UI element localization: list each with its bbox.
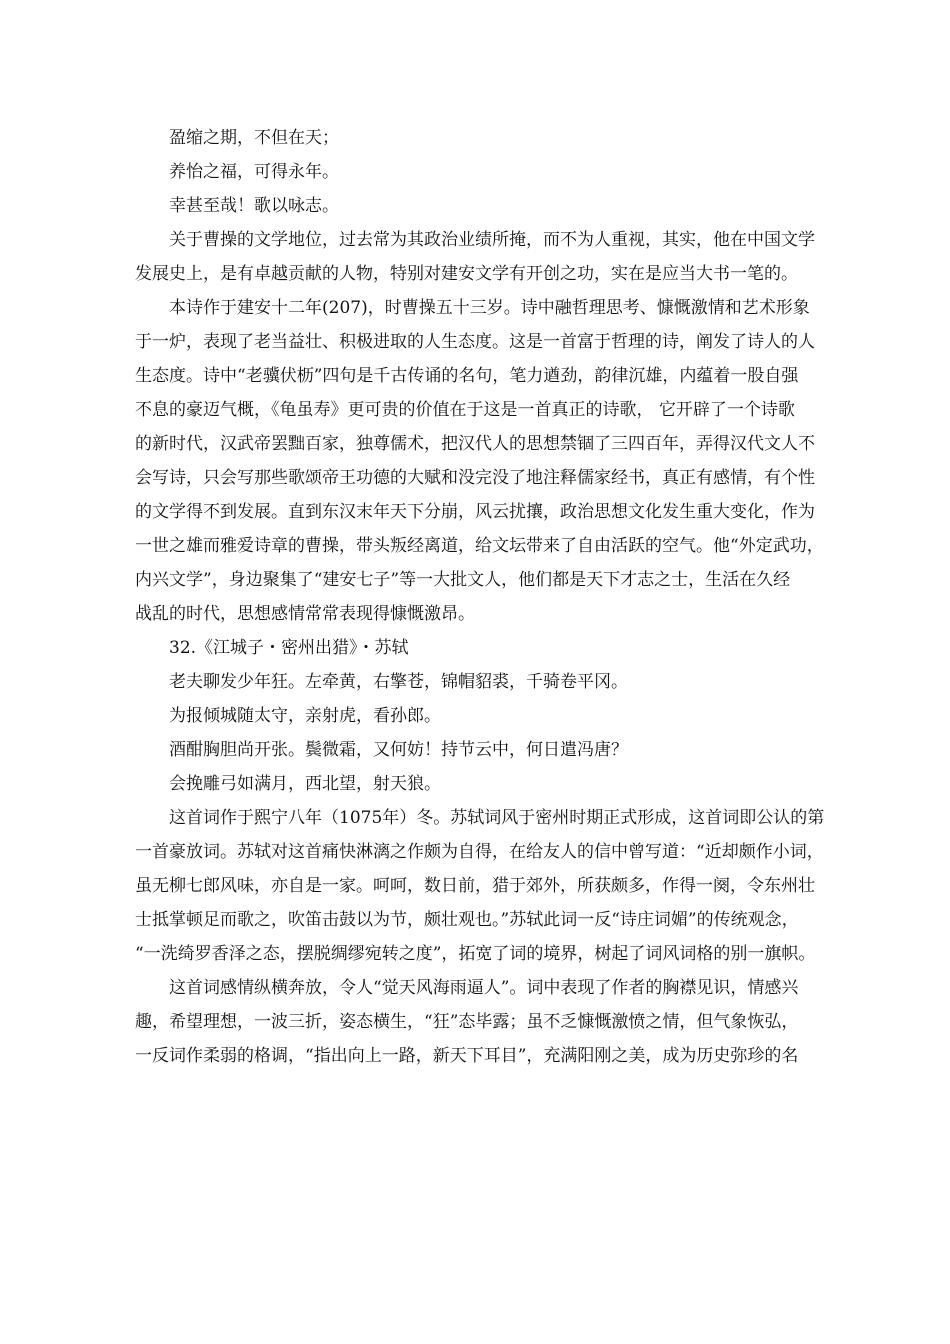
section-heading: 32.《江城子・密州出猎》・苏轼 — [169, 638, 409, 658]
paragraph-line: 生态度。诗中“老骥伏枥”四句是千古传诵的名句，笔力遒劲，韵律沉雄，内蕴着一股自强 — [135, 366, 799, 386]
paragraph-line: 的文学得不到发展。直到东汉末年天下分崩，风云扰攘，政治思想文化发生重大变化，作为 — [135, 502, 815, 522]
verse-line: 会挽雕弓如满月，西北望，射天狼。 — [169, 774, 441, 794]
paragraph-line: 于一炉，表现了老当益壮、积极进取的人生态度。这是一首富于哲理的诗，阐发了诗人的人 — [135, 332, 815, 352]
paragraph-line: 这首词感情纵横奔放，令人“觉天风海雨逼人”。词中表现了作者的胸襟见识，情感兴 — [169, 978, 799, 998]
paragraph-line: 这首词作于熙宁八年（1075年）冬。苏轼词风于密州时期正式形成，这首词即公认的第 — [169, 808, 825, 828]
paragraph-line: 一反词作柔弱的格调，“指出向上一路，新天下耳目”，充满阳刚之美，成为历史弥珍的名 — [135, 1046, 799, 1066]
paragraph-poem-analysis — [135, 291, 825, 631]
verse-line: 为报倾城随太守，亲射虎，看孙郎。 — [169, 706, 441, 726]
paragraph-line: 趣，希望理想，一波三折，姿态横生，“狂”态毕露；虽不乏慷慨激愤之情，但气象恢弘， — [135, 1012, 799, 1032]
verse-line: 盈缩之期，不但在天； — [169, 128, 339, 148]
paragraph-line: 士抵掌顿足而歌之，吹笛击鼓以为节，颇壮观也。”苏轼此词一反“诗庄词媚”的传统观念， — [135, 910, 799, 930]
paragraph-line: 的新时代，汉武帝罢黜百家，独尊儒术，把汉代人的思想禁锢了三四百年，弄得汉代文人不 — [135, 434, 815, 454]
paragraph-line: “一洗绮罗香泽之态，摆脱绸缪宛转之度”，拓宽了词的境界，树起了词风词格的别一旗帜。 — [135, 944, 816, 964]
verse-line: 酒酣胸胆尚开张。鬓微霜，又何妨！持节云中，何日遣冯唐？ — [169, 740, 628, 760]
paragraph-line: 不息的豪迈气概，《龟虽寿》更可贵的价值在于这是一首真正的诗歌， 它开辟了一个诗歌 — [135, 400, 795, 420]
paragraph-line: 发展史上，是有卓越贡献的人物，特别对建安文学有开创之功，实在是应当大书一笔的。 — [135, 264, 798, 284]
paragraph-line: 虽无柳七郎风味，亦自是一家。呵呵，数日前，猎于郊外，所获颇多，作得一阕，令东州壮 — [135, 876, 815, 896]
document-body — [135, 121, 825, 1073]
paragraph-ci-background — [135, 801, 825, 971]
paragraph-ci-style — [135, 971, 825, 1073]
paragraph-line: 一首豪放词。苏轼对这首痛快淋漓之作颇为自得，在给友人的信中曾写道：“近却颇作小词， — [135, 842, 824, 862]
paragraph-literary-status — [135, 223, 825, 291]
paragraph-line: 一世之雄而雅爱诗章的曹操，带头叛经离道，给文坛带来了自由活跃的空气。他“外定武功， — [135, 536, 824, 556]
paragraph-line: 本诗作于建安十二年(207)，时曹操五十三岁。诗中融哲理思考、慷慨激情和艺术形象 — [169, 298, 810, 318]
paragraph-line: 战乱的时代，思想感情常常表现得慷慨激昂。 — [135, 604, 475, 624]
paragraph-line: 内兴文学”，身边聚集了“建安七子”等一大批文人，他们都是天下才志之士，生活在久经 — [135, 570, 791, 590]
verse-line: 老夫聊发少年狂。左牵黄，右擎苍，锦帽貂裘，千骑卷平冈。 — [169, 672, 628, 692]
verse-line: 幸甚至哉！歌以咏志。 — [169, 196, 339, 216]
verse-caocao — [135, 121, 825, 223]
paragraph-line: 会写诗，只会写那些歌颂帝王功德的大赋和没完没了地注释儒家经书，真正有感情，有个性 — [135, 468, 815, 488]
verse-sushi — [135, 665, 825, 801]
paragraph-line: 关于曹操的文学地位，过去常为其政治业绩所掩，而不为人重视，其实，他在中国文学 — [169, 230, 815, 250]
verse-line: 养怡之福，可得永年。 — [169, 162, 339, 182]
